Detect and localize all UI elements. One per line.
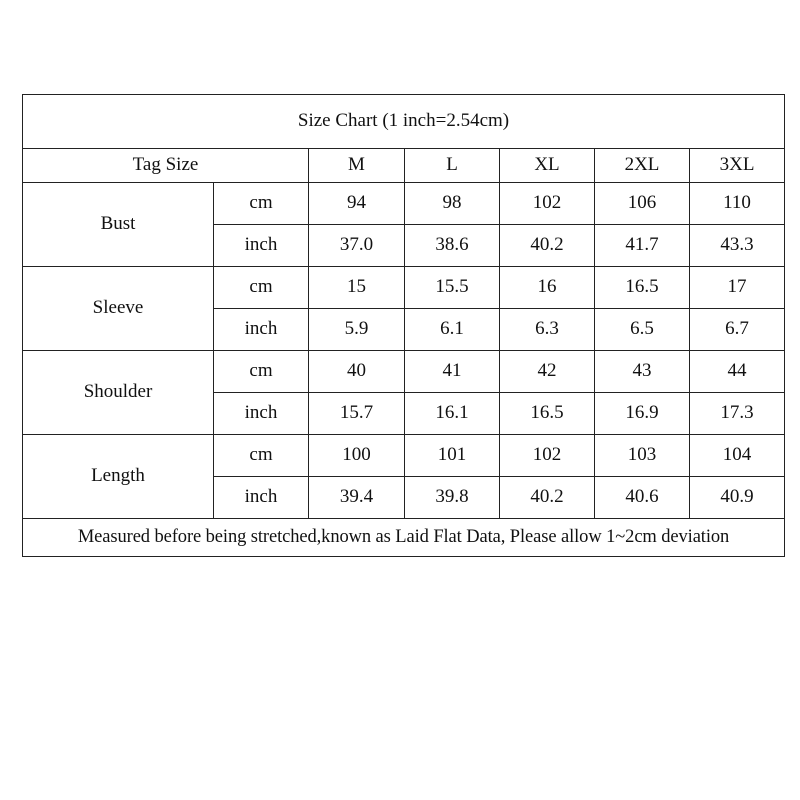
table-cell: 94 [309, 183, 405, 225]
table-row [23, 267, 785, 309]
table-cell: 42 [500, 351, 595, 393]
table-cell: 40 [309, 351, 405, 393]
table-cell: 6.5 [595, 309, 690, 351]
table-cell: 40.2 [500, 477, 595, 519]
table-cell: 102 [500, 435, 595, 477]
table-cell: 17.3 [690, 393, 785, 435]
table-cell: 16.9 [595, 393, 690, 435]
table-cell: 110 [690, 183, 785, 225]
table-cell: 104 [690, 435, 785, 477]
unit-label: cm [214, 435, 309, 477]
table-cell: 17 [690, 267, 785, 309]
table-cell: 5.9 [309, 309, 405, 351]
table-cell: 37.0 [309, 225, 405, 267]
table-cell: 16.5 [500, 393, 595, 435]
size-header: M [309, 149, 405, 183]
table-row [23, 183, 785, 225]
unit-label: cm [214, 267, 309, 309]
table-cell: 43 [595, 351, 690, 393]
table-row [23, 435, 785, 477]
table-cell: 44 [690, 351, 785, 393]
measurement-label: Length [23, 435, 214, 519]
table-cell: 106 [595, 183, 690, 225]
table-cell: 40.6 [595, 477, 690, 519]
size-header: L [405, 149, 500, 183]
table-row [23, 351, 785, 393]
measurement-label: Bust [23, 183, 214, 267]
size-header: XL [500, 149, 595, 183]
table-cell: 15.7 [309, 393, 405, 435]
size-header: 3XL [690, 149, 785, 183]
unit-label: inch [214, 225, 309, 267]
tag-size-header: Tag Size [23, 149, 309, 183]
unit-label: cm [214, 183, 309, 225]
table-cell: 16 [500, 267, 595, 309]
table-cell: 101 [405, 435, 500, 477]
table-cell: 16.5 [595, 267, 690, 309]
table-cell: 39.4 [309, 477, 405, 519]
table-cell: 43.3 [690, 225, 785, 267]
table-cell: 38.6 [405, 225, 500, 267]
table-cell: 102 [500, 183, 595, 225]
table-cell: 40.9 [690, 477, 785, 519]
table-cell: 100 [309, 435, 405, 477]
table-cell: 98 [405, 183, 500, 225]
table-cell: 41 [405, 351, 500, 393]
size-header: 2XL [595, 149, 690, 183]
chart-title: Size Chart (1 inch=2.54cm) [23, 95, 785, 149]
table-cell: 41.7 [595, 225, 690, 267]
table-cell: 6.7 [690, 309, 785, 351]
unit-label: inch [214, 477, 309, 519]
size-chart-table [22, 94, 785, 557]
measurement-label: Sleeve [23, 267, 214, 351]
table-cell: 103 [595, 435, 690, 477]
table-row [23, 519, 785, 557]
unit-label: inch [214, 393, 309, 435]
unit-label: inch [214, 309, 309, 351]
measurement-label: Shoulder [23, 351, 214, 435]
table-cell: 39.8 [405, 477, 500, 519]
table-cell: 6.3 [500, 309, 595, 351]
table-cell: 40.2 [500, 225, 595, 267]
unit-label: cm [214, 351, 309, 393]
table-cell: 6.1 [405, 309, 500, 351]
table-cell: 15 [309, 267, 405, 309]
footnote: Measured before being stretched,known as Laid Flat Data, Please allow 1~2cm deviation [23, 519, 785, 557]
table-cell: 15.5 [405, 267, 500, 309]
table-cell: 16.1 [405, 393, 500, 435]
